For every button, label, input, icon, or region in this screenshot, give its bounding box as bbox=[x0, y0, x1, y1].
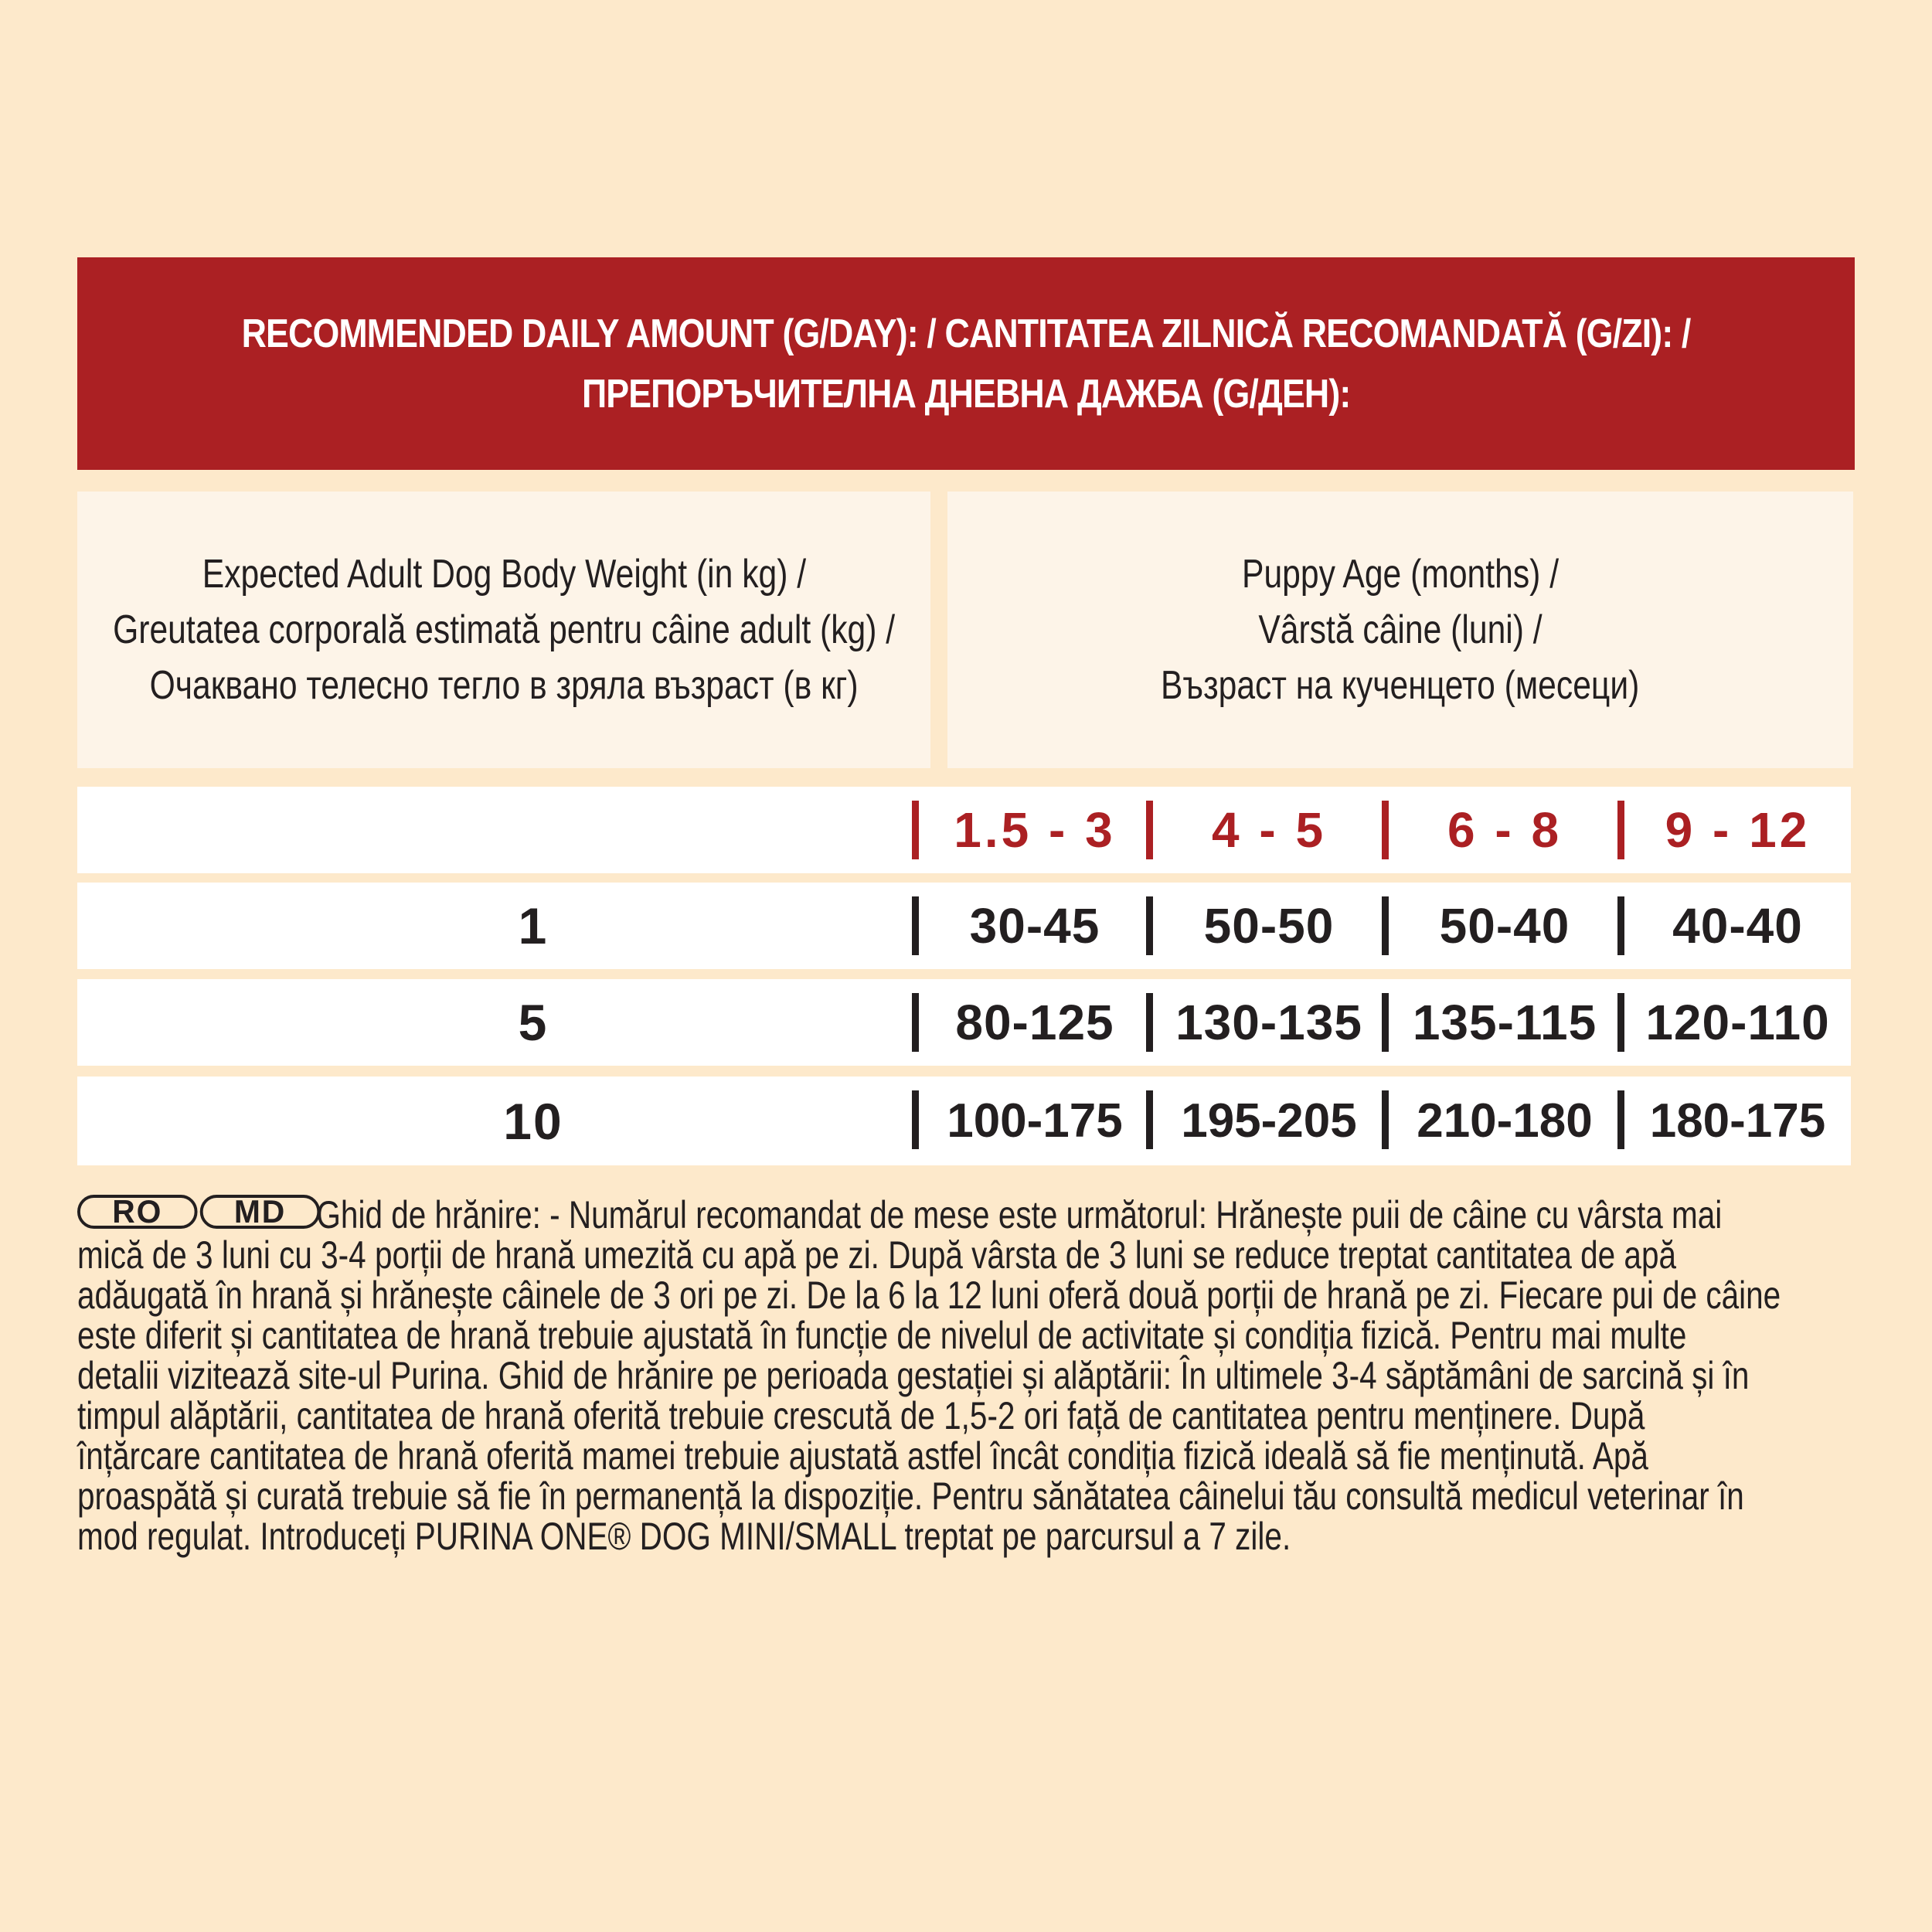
weight-header-bg: Очаквано телесно тегло в зряла възраст (в кг) bbox=[149, 663, 859, 708]
guide-line: este diferit și cantitatea de hrană trebuie ajustată în funcție de nivelul de activitate și condiția fizică. Pentru mai multe bbox=[77, 1314, 1687, 1357]
column-separator bbox=[1146, 801, 1153, 859]
column-separator bbox=[1382, 993, 1389, 1052]
guide-line: mică de 3 luni cu 3-4 porții de hrană umezită cu apă pe zi. După vârsta de 3 luni se reduce treptat cantitatea de apă bbox=[77, 1233, 1677, 1277]
column-separator bbox=[1146, 993, 1153, 1052]
amount-cell: 50-40 bbox=[1439, 898, 1570, 954]
weight-cell: 10 bbox=[503, 1092, 563, 1150]
title-line-1: RECOMMENDED DAILY AMOUNT (G/DAY): / CANTITATEA ZILNICĂ RECOMANDATĂ (G/ZI): / bbox=[241, 311, 1691, 356]
guide-line: timpul alăptării, cantitatea de hrană oferită trebuie crescută de 1,5-2 ori față de cantitatea pentru menținere. După bbox=[77, 1394, 1645, 1437]
column-separator bbox=[1146, 1090, 1153, 1149]
column-separator bbox=[1382, 1090, 1389, 1149]
amount-cell: 180-175 bbox=[1649, 1094, 1826, 1148]
guide-line bbox=[77, 1193, 1723, 1236]
guide-line: proaspătă și curată trebuie să fie în permanență la dispoziție. Pentru sănătatea câinelui tău consultă medicul veterinar în bbox=[77, 1475, 1744, 1518]
title-line-2: ПРЕПОРЪЧИТЕЛНА ДНЕВНА ДАЖБА (G/ДЕН): bbox=[581, 371, 1351, 417]
weight-header-en: Expected Adult Dog Body Weight (in kg) / bbox=[202, 552, 806, 597]
column-separator bbox=[1617, 896, 1624, 955]
column-separator bbox=[912, 1090, 919, 1149]
column-separator bbox=[1617, 1090, 1624, 1149]
table-row bbox=[77, 979, 1851, 1066]
guide-line-text: Ghid de hrănire: - Numărul recomandat de mese este următorul: Hrănește puii de câine cu vârsta mai bbox=[316, 1193, 1723, 1236]
guide-line: mod regulat. Introduceți PURINA ONE® DOG MINI/SMALL treptat pe parcursul a 7 zile. bbox=[77, 1515, 1291, 1558]
age-range-cell: 1.5 - 3 bbox=[954, 802, 1116, 858]
country-badge-md: MD bbox=[200, 1195, 321, 1229]
table-title-banner bbox=[77, 257, 1855, 470]
table-row bbox=[77, 1077, 1851, 1165]
column-separator bbox=[1382, 801, 1389, 859]
amount-cell: 195-205 bbox=[1181, 1094, 1357, 1148]
age-range-cell: 9 - 12 bbox=[1665, 802, 1811, 858]
age-column-header bbox=[947, 492, 1853, 768]
column-separator bbox=[1146, 896, 1153, 955]
guide-line: înțărcare cantitatea de hrană oferită mamei trebuie ajustată astfel încât condiția fizică ideală să fie menținută. Apă bbox=[77, 1434, 1648, 1478]
age-range-row bbox=[77, 787, 1851, 873]
amount-cell: 100-175 bbox=[947, 1094, 1123, 1148]
weight-cell: 1 bbox=[518, 897, 549, 954]
column-separator bbox=[912, 896, 919, 955]
amount-cell: 120-110 bbox=[1645, 995, 1830, 1050]
guide-line: adăugată în hrană și hrănește câinele de 3 ori pe zi. De la 6 la 12 luni oferă două porții de hrană pe zi. Fiecare pui de câine bbox=[77, 1274, 1781, 1317]
age-header-bg: Възраст на кученцето (месеци) bbox=[1161, 663, 1640, 708]
age-range-cell: 4 - 5 bbox=[1211, 802, 1327, 858]
age-range-cell: 6 - 8 bbox=[1447, 802, 1563, 858]
country-badges bbox=[77, 1195, 300, 1229]
age-header-ro: Vârstă câine (luni) / bbox=[1258, 607, 1543, 652]
amount-cell: 130-135 bbox=[1175, 995, 1362, 1050]
column-separator bbox=[1382, 896, 1389, 955]
guide-line: detalii vizitează site-ul Purina. Ghid de hrănire pe perioada gestației și alăptării: În ultimele 3-4 săptămâni de sarcină și în bbox=[77, 1354, 1750, 1397]
amount-cell: 80-125 bbox=[955, 995, 1114, 1050]
column-separator bbox=[1617, 801, 1624, 859]
weight-column-header bbox=[77, 492, 930, 768]
weight-header-ro: Greutatea corporală estimată pentru câine adult (kg) / bbox=[112, 607, 896, 652]
feeding-guide-text bbox=[77, 1195, 1855, 1556]
amount-cell: 135-115 bbox=[1412, 995, 1597, 1050]
weight-cell: 5 bbox=[518, 994, 549, 1051]
table-row bbox=[77, 883, 1851, 969]
amount-cell: 40-40 bbox=[1672, 898, 1803, 954]
column-separator bbox=[1617, 993, 1624, 1052]
amount-cell: 50-50 bbox=[1203, 898, 1335, 954]
amount-cell: 30-45 bbox=[969, 898, 1100, 954]
country-badge-ro: RO bbox=[77, 1195, 198, 1229]
age-header-en: Puppy Age (months) / bbox=[1241, 552, 1560, 597]
column-separator bbox=[912, 993, 919, 1052]
column-separator bbox=[912, 801, 919, 859]
amount-cell: 210-180 bbox=[1417, 1094, 1593, 1148]
